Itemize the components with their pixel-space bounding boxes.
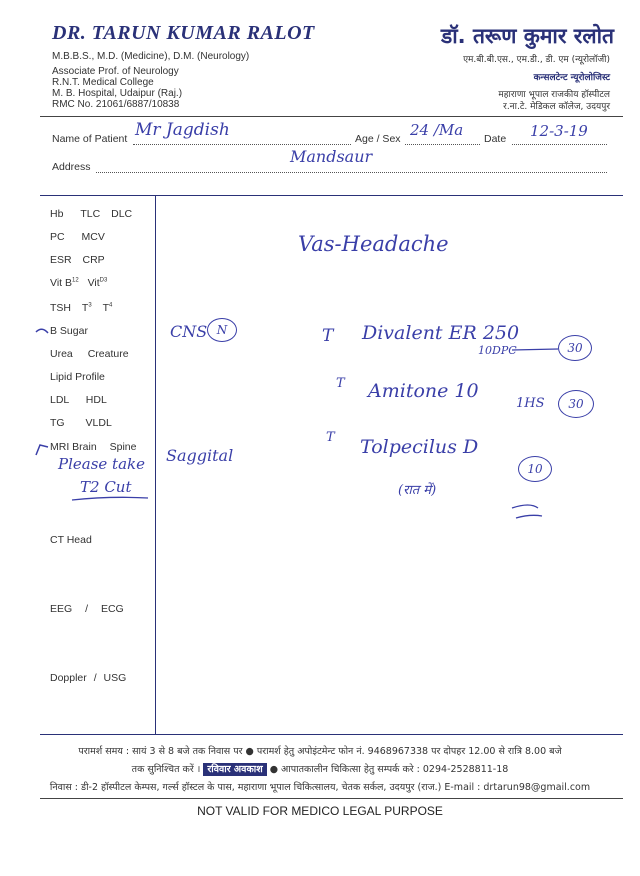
rx3-prefix: T: [326, 430, 335, 445]
patient-name-value: Mr Jagdish: [135, 120, 230, 140]
rx1-drug: Divalent ER 250: [362, 322, 520, 344]
test-pc: PC: [50, 231, 65, 243]
hospital-en: M. B. Hospital, Udaipur (Raj.): [52, 88, 183, 99]
test-row-9: [50, 394, 107, 406]
footer-line-2b: ● आपातकालीन चिकित्सा हेतु सम्पर्क करे : 0294-2528811-18: [269, 764, 509, 775]
agesex-label: Age / Sex: [355, 133, 401, 145]
footer-line-1: परामर्श समय : सायं 3 से 8 बजे तक निवास पर ● परामर्श हेतु अपोइंटमेन्ट फोन नं. 9468967338 पर दोपहर 12.00 से रात्रि 8.00 बजे: [78, 746, 562, 757]
test-creatine: Creature: [87, 348, 129, 360]
test-vitb12: Vit B: [50, 277, 72, 289]
test-vitd3: Vit: [87, 277, 100, 289]
test-row-10: [50, 417, 112, 429]
rx3-qty-circle: 10: [518, 456, 552, 482]
test-slash-2: /: [93, 672, 97, 684]
title-hi: कन्सलटेन्ट न्यूरोलोजिस्ट: [533, 73, 610, 83]
doctor-name-hi: डॉ. तरूण कुमार रलोत: [440, 24, 614, 48]
date-value: 12-3-19: [530, 122, 588, 140]
date-line: [512, 144, 607, 145]
bsugar-tick-mark: [34, 322, 58, 342]
test-doppler: Doppler: [50, 672, 87, 684]
college-en: R.N.T. Medical College: [52, 77, 154, 88]
rmc-en: RMC No. 21061/6887/10838: [52, 99, 180, 110]
diagnosis: Vas-Headache: [298, 232, 449, 256]
degrees-en: M.B.B.S., M.D. (Medicine), D.M. (Neurology): [52, 51, 250, 62]
rx1-dash: [510, 344, 560, 356]
cns-label: CNS: [170, 322, 208, 341]
test-t4-sup: 4: [109, 302, 113, 309]
test-row-7: [50, 348, 129, 360]
note-please-take: Please take: [58, 455, 145, 473]
test-column-divider: [155, 195, 156, 734]
rx3-drug: Tolpecilus D: [360, 436, 479, 458]
rx1-dose: 10DPC: [478, 344, 517, 357]
address-label: Address: [52, 161, 91, 173]
test-ldl: LDL: [50, 394, 69, 406]
sunday-holiday-badge: रविवार अवकाश: [203, 763, 266, 776]
test-row-eeg: [50, 603, 124, 615]
footer-line-3: निवास : डी-2 हॉस्पीटल केम्पस, गर्ल्स हॉस्टल के पास, महाराणा भूपाल चिकित्सालय, चेतक सर्कल, उदयपुर (राज.) E-mail : drtarun98@gmail.com: [49, 782, 591, 793]
note-t2-cut: T2 Cut: [80, 478, 132, 496]
test-tg: TG: [50, 417, 65, 429]
address-value: Mandsaur: [290, 147, 373, 166]
table-top-border: [40, 195, 623, 196]
header-divider: [40, 116, 623, 117]
test-ct: CT Head: [50, 534, 92, 546]
date-label: Date: [484, 133, 507, 145]
test-esr: ESR: [50, 254, 72, 266]
test-lipid: Lipid Profile: [50, 371, 105, 383]
hospital-hi: महाराणा भूपाल राजकीय हॉस्पीटल: [498, 90, 610, 100]
name-label: Name of Patient: [52, 133, 128, 145]
closing-mark: [508, 500, 548, 524]
test-dlc: DLC: [111, 208, 133, 220]
degrees-hi: एम.बी.बी.एस., एम.डी., डी. एम (न्यूरोलॉजी): [463, 55, 610, 65]
test-t3: T: [81, 302, 89, 314]
address-line: [96, 172, 607, 173]
test-crp: CRP: [82, 254, 105, 266]
rx1-prefix: T: [322, 326, 334, 346]
test-row-doppler: [50, 672, 126, 684]
test-row-3: [50, 254, 105, 266]
test-tsh: TSH: [50, 302, 71, 314]
test-urea: Urea: [50, 348, 73, 360]
test-row-4: [50, 277, 107, 289]
rx2-prefix: T: [336, 376, 345, 391]
agesex-value: 24 /Ma: [410, 121, 464, 139]
note-sagittal: Saggital: [166, 446, 234, 465]
test-vitd3-sup: D3: [99, 277, 108, 284]
position-en: Associate Prof. of Neurology: [52, 66, 179, 77]
college-hi: र.ना.टे. मेडिकल कॉलेज, उदयपुर: [503, 102, 610, 112]
name-line: [133, 144, 351, 145]
rx2-dose: 1HS: [516, 396, 545, 411]
doctor-name-en: DR. TARUN KUMAR RALOT: [52, 22, 315, 44]
test-hdl: HDL: [85, 394, 107, 406]
test-row-2: [50, 231, 105, 243]
test-spine: Spine: [109, 441, 137, 453]
footer-line-2a: तक सुनिश्चित करें ।: [131, 764, 201, 775]
test-t3-sup: 3: [88, 302, 92, 309]
disclaimer: NOT VALID FOR MEDICO LEGAL PURPOSE: [197, 804, 443, 818]
test-bsugar: B Sugar: [50, 325, 88, 337]
test-slash-1: /: [85, 603, 89, 615]
table-bottom-border: [40, 734, 623, 735]
test-mri: MRI Brain: [50, 441, 97, 453]
rx1-qty-circle: 30: [558, 335, 592, 361]
footer-line-2: [20, 762, 620, 775]
rx3-timing: (रात में): [398, 483, 437, 498]
test-vldl: VLDL: [85, 417, 112, 429]
test-vitb12-sup: 12: [71, 277, 79, 284]
footer-divider: [40, 798, 623, 799]
rx2-qty-circle: 30: [558, 390, 594, 418]
test-usg: USG: [103, 672, 127, 684]
note-underline: [70, 494, 150, 504]
test-ecg: ECG: [100, 603, 124, 615]
rx2-drug: Amitone 10: [368, 380, 479, 402]
test-t4: T: [102, 302, 110, 314]
test-eeg: EEG: [50, 603, 73, 615]
test-row-1: [50, 208, 132, 220]
test-hb: Hb: [50, 208, 64, 220]
test-mcv: MCV: [81, 231, 105, 243]
agesex-line: [405, 144, 480, 145]
cns-circle: N: [207, 318, 237, 342]
test-row-5: [50, 302, 112, 314]
test-tlc: TLC: [80, 208, 101, 220]
